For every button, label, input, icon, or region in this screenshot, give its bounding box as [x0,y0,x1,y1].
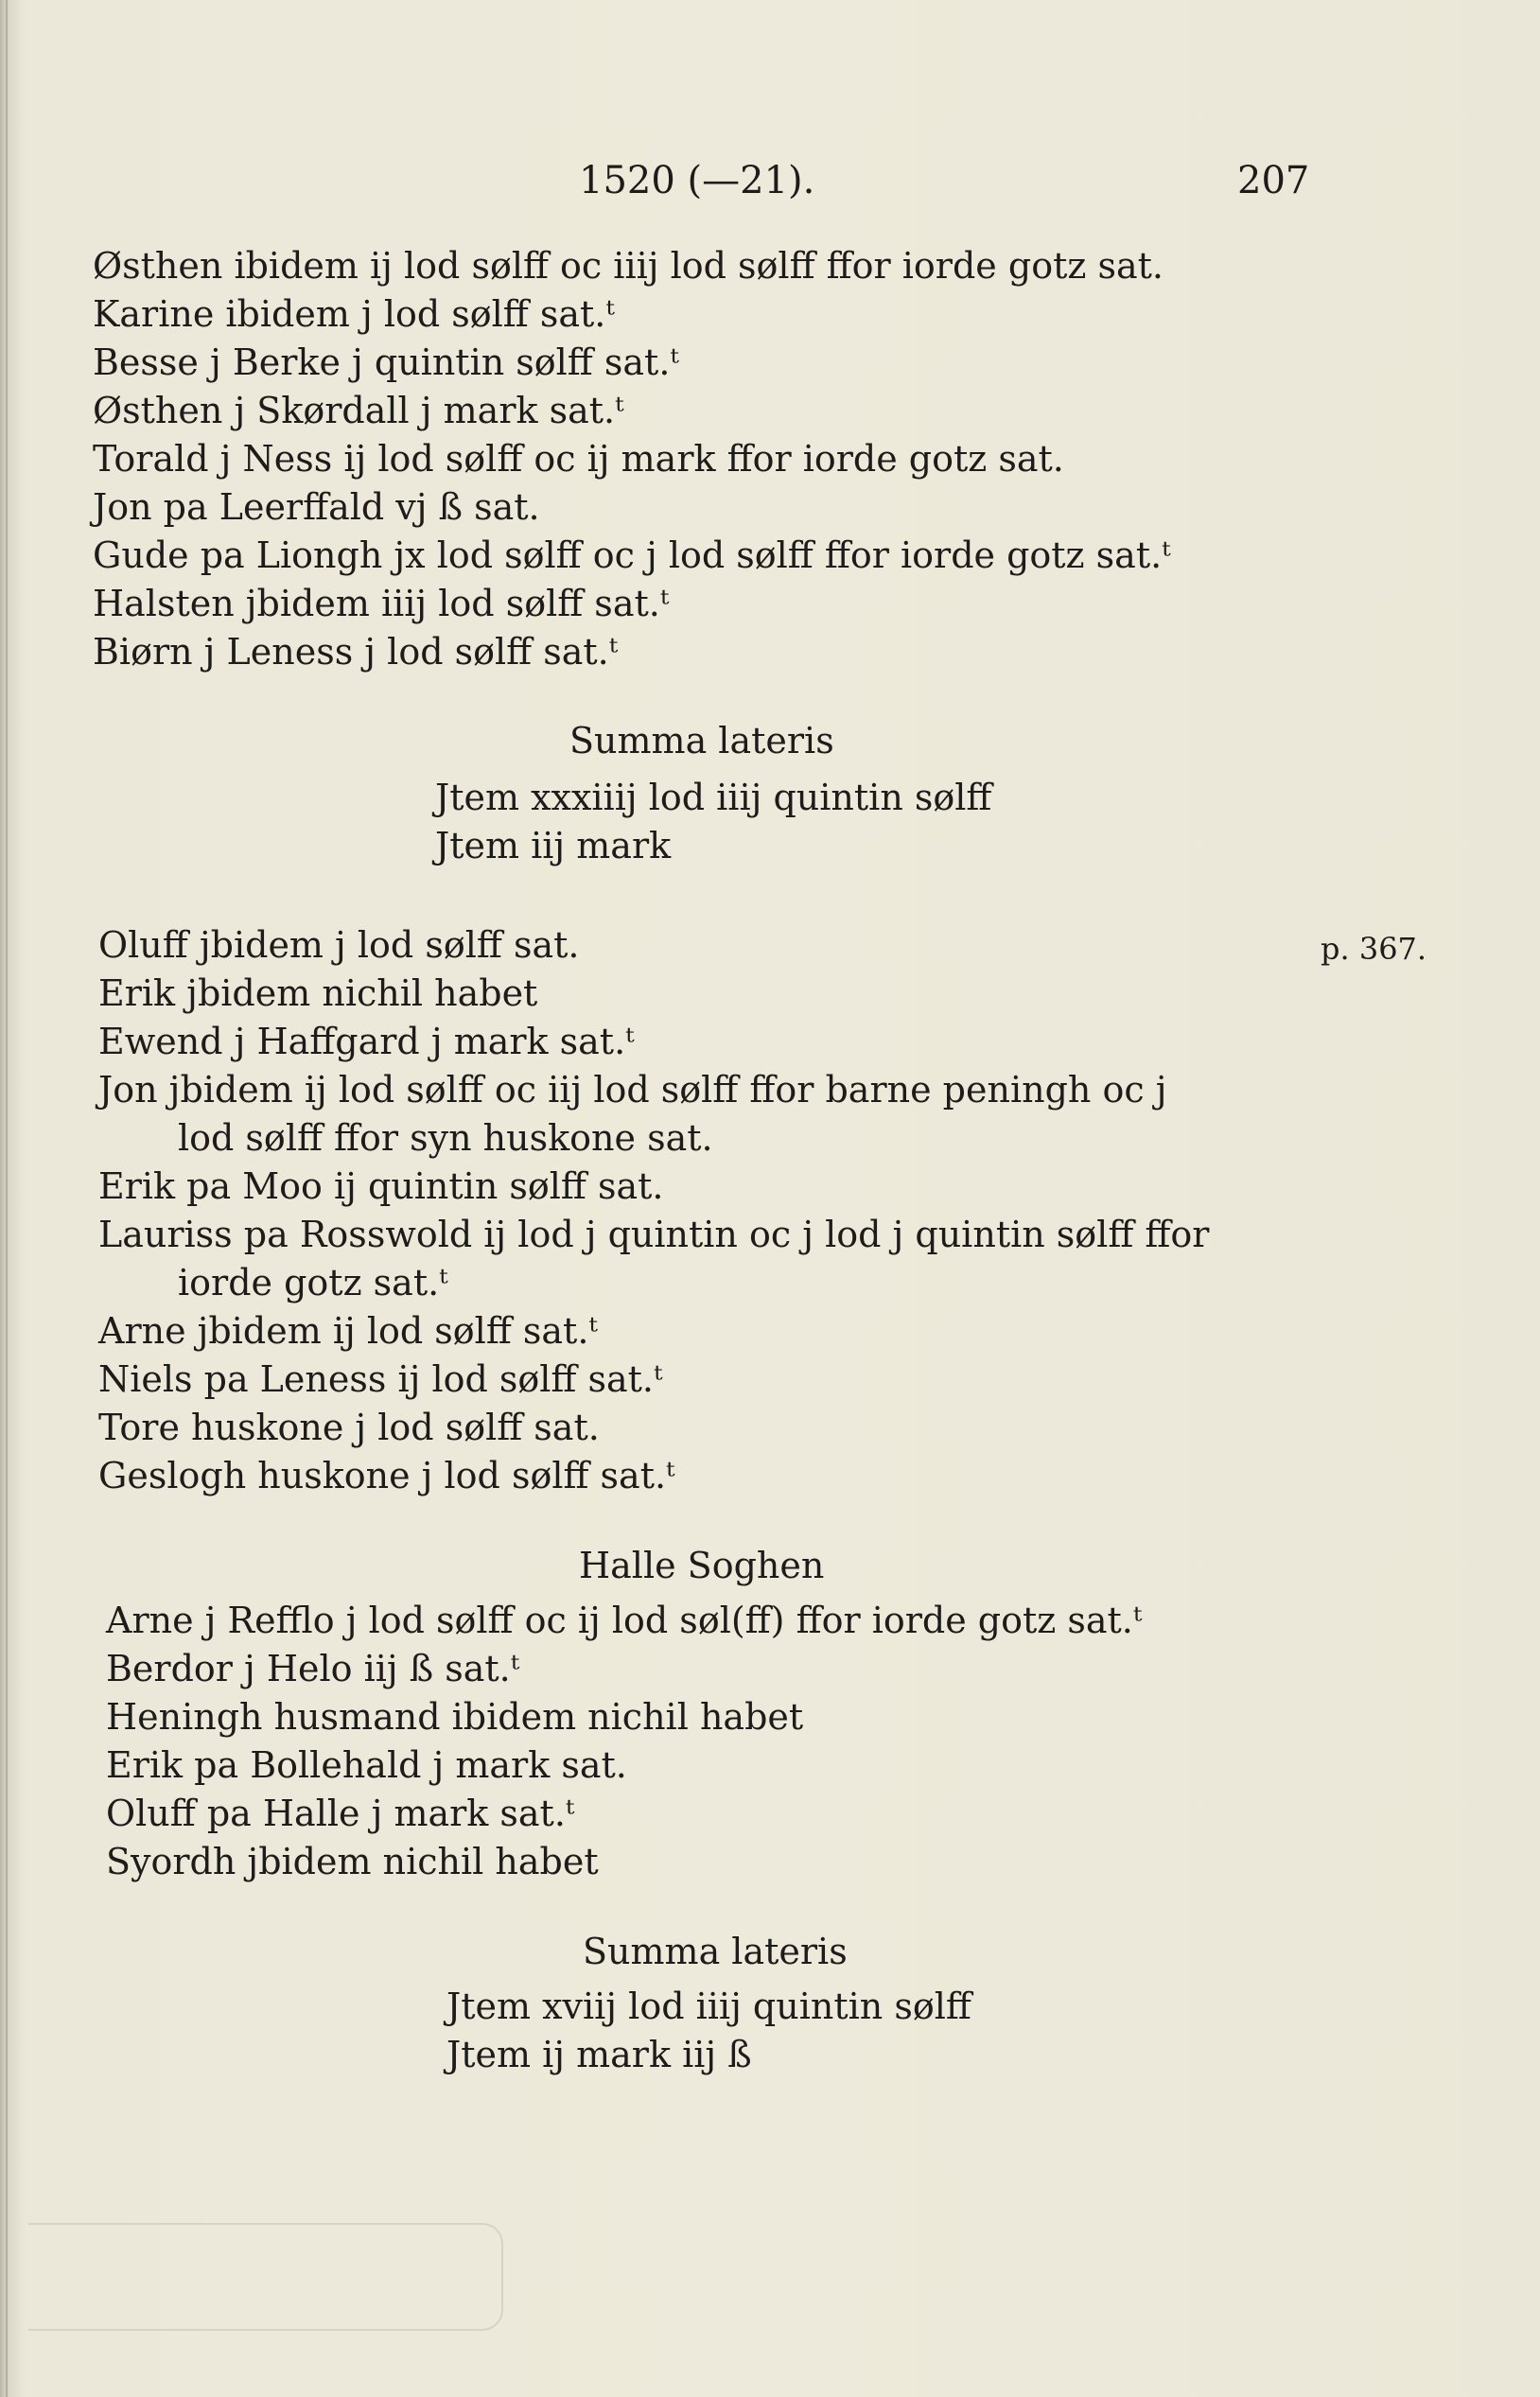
text-line: Lauriss pa Rosswold ij lod j quintin oc j lod j quintin sølff ffor [98,1214,1210,1255]
text-line: Syordh jbidem nichil habet [106,1841,599,1882]
summa-line: Jtem ij mark iij ß [446,2034,752,2075]
text-line: Erik jbidem nichil habet [98,972,538,1014]
text-line: Arne j Refflo j lod sølff oc ij lod søl(ff) ffor iorde gotz sat.ᵗ [106,1600,1143,1641]
page-header [0,159,1540,206]
summa-heading: Summa lateris [583,1931,848,1972]
text-line: Geslogh huskone j lod sølff sat.ᵗ [98,1455,675,1496]
text-line: Østhen ibidem ij lod sølff oc iiij lod sølff ffor iorde gotz sat. [93,245,1164,287]
text-line: Jon jbidem ij lod sølff oc iij lod sølff ffor barne peningh oc j [98,1069,1167,1111]
summa-line: Jtem iij mark [435,825,672,866]
text-line: Jon pa Leerffald vj ß sat. [93,486,540,528]
text-line: Berdor j Helo iij ß sat.ᵗ [106,1648,520,1689]
margin-page-reference: p. 367. [1321,931,1427,967]
text-line: Biørn j Leness j lod sølff sat.ᵗ [93,631,619,673]
binding-edge [6,0,8,2397]
summa-line: Jtem xxxiiij lod iiij quintin sølff [435,777,992,818]
text-line: Karine ibidem j lod sølff sat.ᵗ [93,293,615,335]
text-line: Arne jbidem ij lod sølff sat.ᵗ [98,1310,598,1352]
text-line: Erik pa Bollehald j mark sat. [106,1744,627,1786]
text-line: Oluff pa Halle j mark sat.ᵗ [106,1793,575,1834]
text-line: Ewend j Haffgard j mark sat.ᵗ [98,1021,635,1062]
summa-line: Jtem xviij lod iiij quintin sølff [446,1986,971,2027]
section-heading: Halle Soghen [579,1545,825,1586]
text-line: Halsten jbidem iiij lod sølff sat.ᵗ [93,583,670,624]
page-number: 207 [1237,159,1310,202]
text-line: Erik pa Moo ij quintin sølff sat. [98,1165,664,1207]
text-line: Torald j Ness ij lod sølff oc ij mark ffor iorde gotz sat. [93,438,1064,480]
running-title: 1520 (—21). [579,159,815,202]
text-line: Heningh husmand ibidem nichil habet [106,1696,804,1738]
summa-heading: Summa lateris [569,720,834,761]
text-line-continuation: lod sølff ffor syn huskone sat. [178,1117,713,1159]
paper-stain [28,2223,503,2331]
text-line: Besse j Berke j quintin sølff sat.ᵗ [93,341,679,383]
text-line: Gude pa Liongh jx lod sølff oc j lod sølff ffor iorde gotz sat.ᵗ [93,534,1171,576]
text-line-continuation: iorde gotz sat.ᵗ [178,1262,448,1303]
text-line: Niels pa Leness ij lod sølff sat.ᵗ [98,1358,663,1400]
text-line: Oluff jbidem j lod sølff sat. [98,924,580,966]
text-line: Tore huskone j lod sølff sat. [98,1407,600,1448]
text-line: Østhen j Skørdall j mark sat.ᵗ [93,390,624,431]
